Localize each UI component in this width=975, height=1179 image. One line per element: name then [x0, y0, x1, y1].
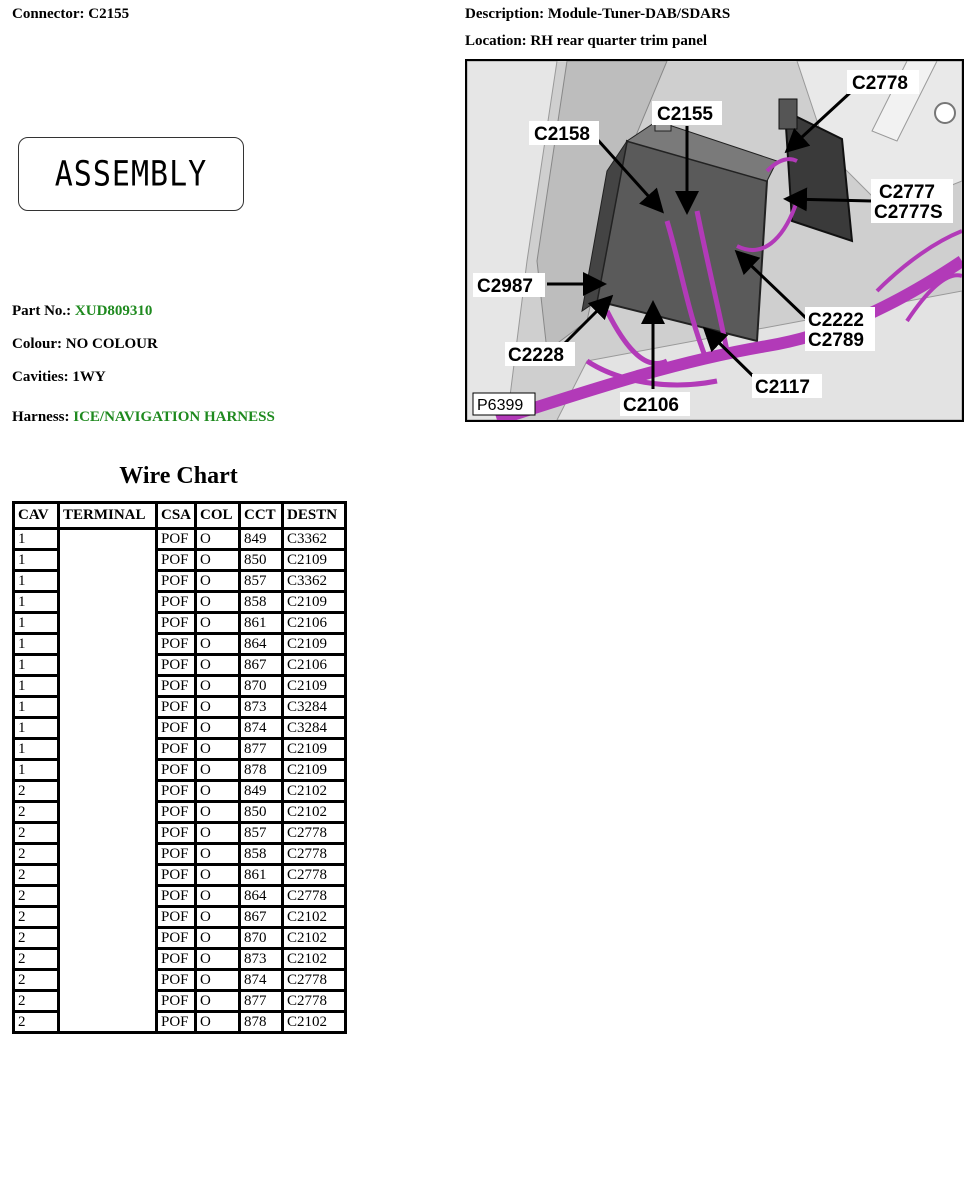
cell-cct: 857	[240, 823, 283, 844]
cell-csa: POF	[157, 844, 196, 865]
col-cav: CAV	[14, 503, 59, 529]
description-value: Module-Tuner-DAB/SDARS	[547, 6, 731, 22]
table-row	[14, 949, 346, 970]
cell-cct: 857	[240, 571, 283, 592]
cell-csa: POF	[157, 655, 196, 676]
cavities-line	[12, 369, 106, 386]
cell-cct: 849	[240, 529, 283, 550]
callout-c2158: C2158	[534, 124, 590, 145]
cell-cav: 2	[14, 1012, 59, 1033]
cell-col: O	[196, 613, 240, 634]
location-label: Location:	[465, 33, 527, 49]
cell-col: O	[196, 739, 240, 760]
cell-destn: C2106	[283, 655, 346, 676]
cell-terminal	[59, 1012, 157, 1033]
cavities-value: 1WY	[72, 369, 106, 385]
cell-col: O	[196, 907, 240, 928]
cell-cct: 867	[240, 655, 283, 676]
table-row	[14, 571, 346, 592]
cell-cct: 850	[240, 802, 283, 823]
cell-cct: 877	[240, 991, 283, 1012]
cell-destn: C3284	[283, 697, 346, 718]
table-row	[14, 802, 346, 823]
cell-col: O	[196, 655, 240, 676]
cell-cct: 850	[240, 550, 283, 571]
harness-label: Harness:	[12, 409, 70, 425]
cell-col: O	[196, 529, 240, 550]
table-row	[14, 865, 346, 886]
cell-destn: C2778	[283, 823, 346, 844]
table-row	[14, 760, 346, 781]
cell-col: O	[196, 823, 240, 844]
connector-heading	[12, 6, 129, 23]
colour-line	[12, 336, 158, 353]
cell-col: O	[196, 571, 240, 592]
cell-csa: POF	[157, 676, 196, 697]
cell-terminal	[59, 739, 157, 760]
figure-id: P6399	[477, 397, 524, 414]
cell-csa: POF	[157, 529, 196, 550]
cell-cav: 2	[14, 991, 59, 1012]
cell-csa: POF	[157, 550, 196, 571]
cell-cav: 1	[14, 529, 59, 550]
cell-terminal	[59, 655, 157, 676]
table-row	[14, 550, 346, 571]
cell-cct: 864	[240, 634, 283, 655]
cell-cct: 874	[240, 718, 283, 739]
cell-cct: 873	[240, 949, 283, 970]
cell-csa: POF	[157, 949, 196, 970]
cell-destn: C2109	[283, 760, 346, 781]
cell-terminal	[59, 802, 157, 823]
cell-terminal	[59, 592, 157, 613]
cell-cct: 858	[240, 592, 283, 613]
table-row	[14, 1012, 346, 1033]
callout-c2106: C2106	[623, 395, 679, 416]
connector-label: Connector:	[12, 6, 85, 22]
cell-csa: POF	[157, 970, 196, 991]
cell-cav: 1	[14, 760, 59, 781]
cell-destn: C2102	[283, 781, 346, 802]
callout-c2778: C2778	[852, 73, 908, 94]
table-row	[14, 739, 346, 760]
cell-cct: 870	[240, 676, 283, 697]
cell-terminal	[59, 571, 157, 592]
assembly-stamp-text: ASSEMBLY	[54, 153, 208, 195]
cell-cav: 1	[14, 634, 59, 655]
cell-terminal	[59, 718, 157, 739]
cell-col: O	[196, 991, 240, 1012]
cell-csa: POF	[157, 697, 196, 718]
table-row	[14, 613, 346, 634]
cell-terminal	[59, 991, 157, 1012]
cell-col: O	[196, 802, 240, 823]
cell-cav: 1	[14, 550, 59, 571]
table-row	[14, 781, 346, 802]
cell-cav: 1	[14, 697, 59, 718]
cell-cav: 1	[14, 655, 59, 676]
colour-value: NO COLOUR	[65, 336, 158, 352]
cell-cav: 2	[14, 928, 59, 949]
cell-terminal	[59, 550, 157, 571]
cell-csa: POF	[157, 928, 196, 949]
col-terminal: TERMINAL	[59, 503, 157, 529]
col-cct: CCT	[240, 503, 283, 529]
callout-c2777s: C2777S	[874, 202, 943, 223]
wire-chart-table	[12, 501, 347, 1034]
table-row	[14, 718, 346, 739]
cell-cct: 878	[240, 1012, 283, 1033]
cell-csa: POF	[157, 634, 196, 655]
cell-cct: 873	[240, 697, 283, 718]
cell-col: O	[196, 760, 240, 781]
cell-csa: POF	[157, 592, 196, 613]
callout-c2777: C2777	[879, 182, 935, 203]
cell-terminal	[59, 844, 157, 865]
cell-csa: POF	[157, 781, 196, 802]
cell-cct: 861	[240, 865, 283, 886]
cell-cct: 877	[240, 739, 283, 760]
part-number-label: Part No.:	[12, 303, 72, 319]
cell-csa: POF	[157, 823, 196, 844]
cell-cct: 864	[240, 886, 283, 907]
harness-line	[12, 409, 275, 426]
col-col: COL	[196, 503, 240, 529]
cell-terminal	[59, 970, 157, 991]
cell-destn: C2109	[283, 676, 346, 697]
table-row	[14, 823, 346, 844]
cell-destn: C3362	[283, 529, 346, 550]
cell-col: O	[196, 550, 240, 571]
cell-col: O	[196, 928, 240, 949]
cell-destn: C2102	[283, 1012, 346, 1033]
cell-destn: C2102	[283, 949, 346, 970]
cell-csa: POF	[157, 886, 196, 907]
cell-destn: C2102	[283, 907, 346, 928]
cell-cav: 2	[14, 949, 59, 970]
location-value: RH rear quarter trim panel	[530, 33, 708, 49]
cell-cav: 2	[14, 907, 59, 928]
cell-destn: C2109	[283, 550, 346, 571]
cell-csa: POF	[157, 907, 196, 928]
cell-csa: POF	[157, 571, 196, 592]
cell-col: O	[196, 676, 240, 697]
cell-cct: 849	[240, 781, 283, 802]
cell-csa: POF	[157, 991, 196, 1012]
cell-col: O	[196, 949, 240, 970]
cell-cct: 874	[240, 970, 283, 991]
wire-chart-title: Wire Chart	[119, 463, 238, 489]
cell-cct: 870	[240, 928, 283, 949]
cell-terminal	[59, 886, 157, 907]
cell-col: O	[196, 1012, 240, 1033]
table-row	[14, 697, 346, 718]
cell-csa: POF	[157, 865, 196, 886]
cell-col: O	[196, 592, 240, 613]
callout-c2789: C2789	[808, 330, 864, 351]
cell-terminal	[59, 865, 157, 886]
cell-destn: C2109	[283, 592, 346, 613]
callout-c2222: C2222	[808, 310, 864, 331]
part-number-line	[12, 303, 152, 320]
cell-csa: POF	[157, 760, 196, 781]
location-heading	[465, 33, 707, 50]
callout-c2987: C2987	[477, 276, 533, 297]
cell-destn: C2778	[283, 991, 346, 1012]
cell-destn: C3362	[283, 571, 346, 592]
table-row	[14, 844, 346, 865]
cell-terminal	[59, 781, 157, 802]
cell-terminal	[59, 907, 157, 928]
cell-terminal	[59, 529, 157, 550]
location-photo	[465, 59, 964, 422]
cell-destn: C2109	[283, 739, 346, 760]
table-row	[14, 592, 346, 613]
cell-destn: C2778	[283, 970, 346, 991]
cell-col: O	[196, 970, 240, 991]
cell-terminal	[59, 634, 157, 655]
table-row	[14, 634, 346, 655]
table-row	[14, 886, 346, 907]
callout-c2228: C2228	[508, 345, 564, 366]
colour-label: Colour:	[12, 336, 62, 352]
col-destn: DESTN	[283, 503, 346, 529]
cell-destn: C2778	[283, 886, 346, 907]
cell-cct: 858	[240, 844, 283, 865]
cell-csa: POF	[157, 718, 196, 739]
cell-destn: C3284	[283, 718, 346, 739]
cell-cav: 2	[14, 802, 59, 823]
cell-csa: POF	[157, 802, 196, 823]
cell-cav: 1	[14, 592, 59, 613]
table-row	[14, 529, 346, 550]
cell-terminal	[59, 928, 157, 949]
cell-col: O	[196, 886, 240, 907]
cell-cav: 1	[14, 739, 59, 760]
cell-col: O	[196, 781, 240, 802]
cell-csa: POF	[157, 739, 196, 760]
cell-cav: 2	[14, 865, 59, 886]
description-heading	[465, 6, 730, 23]
cell-cct: 867	[240, 907, 283, 928]
cell-col: O	[196, 865, 240, 886]
cell-cct: 861	[240, 613, 283, 634]
harness-link[interactable]: ICE/NAVIGATION HARNESS	[73, 409, 275, 425]
cell-col: O	[196, 718, 240, 739]
table-row	[14, 928, 346, 949]
cell-csa: POF	[157, 1012, 196, 1033]
table-row	[14, 907, 346, 928]
cell-cav: 2	[14, 781, 59, 802]
cell-cct: 878	[240, 760, 283, 781]
table-row	[14, 655, 346, 676]
assembly-stamp	[18, 137, 244, 211]
table-row	[14, 991, 346, 1012]
part-number-link[interactable]: XUD809310	[74, 303, 153, 319]
callout-c2117: C2117	[755, 377, 810, 398]
cell-cav: 1	[14, 676, 59, 697]
cell-destn: C2778	[283, 844, 346, 865]
cell-cav: 2	[14, 970, 59, 991]
cell-terminal	[59, 760, 157, 781]
cell-destn: C2102	[283, 928, 346, 949]
cell-destn: C2102	[283, 802, 346, 823]
cell-terminal	[59, 949, 157, 970]
cell-col: O	[196, 634, 240, 655]
wire-chart-header-row	[14, 503, 346, 529]
cell-terminal	[59, 613, 157, 634]
callout-c2155: C2155	[657, 104, 713, 125]
col-csa: CSA	[157, 503, 196, 529]
cell-cav: 1	[14, 613, 59, 634]
cell-terminal	[59, 697, 157, 718]
cell-col: O	[196, 844, 240, 865]
cell-cav: 2	[14, 823, 59, 844]
cell-cav: 2	[14, 844, 59, 865]
cell-cav: 1	[14, 571, 59, 592]
cell-terminal	[59, 823, 157, 844]
cell-col: O	[196, 697, 240, 718]
cavities-label: Cavities:	[12, 369, 69, 385]
cell-cav: 1	[14, 718, 59, 739]
cell-destn: C2109	[283, 634, 346, 655]
cell-destn: C2106	[283, 613, 346, 634]
cell-destn: C2778	[283, 865, 346, 886]
connector-value: C2155	[88, 6, 130, 22]
table-row	[14, 970, 346, 991]
cell-cav: 2	[14, 886, 59, 907]
cell-terminal	[59, 676, 157, 697]
table-row	[14, 676, 346, 697]
cell-csa: POF	[157, 613, 196, 634]
description-label: Description:	[465, 6, 545, 22]
